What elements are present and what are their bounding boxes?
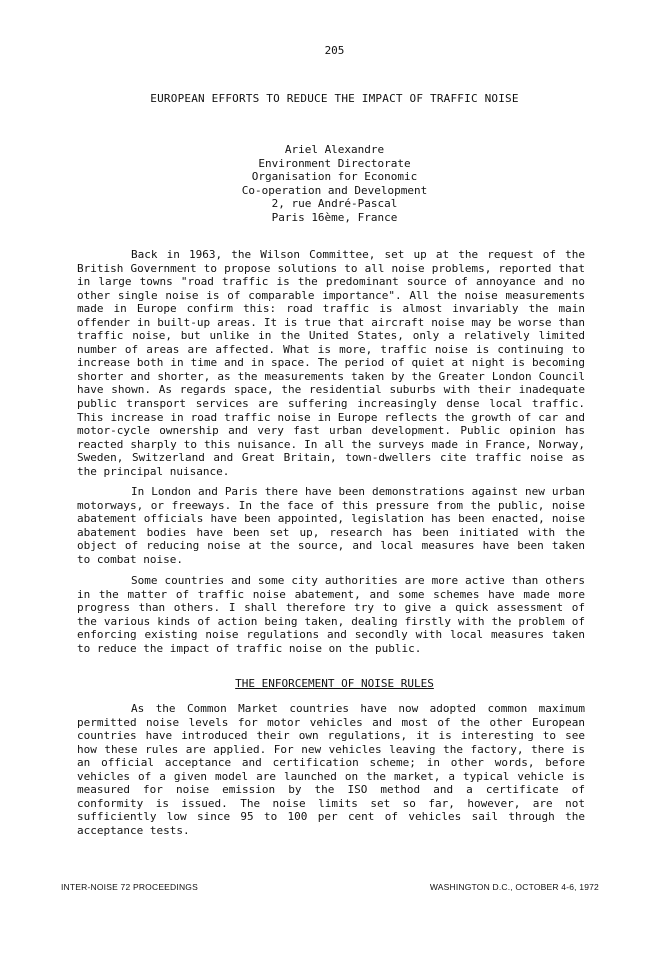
author-address-line1: 2, rue André-Pascal	[271, 197, 398, 211]
body-paragraph: In London and Paris there have been demonstrations against new urban motorways, or freeways. In the face of this pressure from the public, noise abatement officials have been appointed, legislation has been enacted, noise abatement bodies have been set up, research has been initiated with the object of reducing noise at the source, and local measures have been taken to combat noise.	[77, 485, 585, 566]
footer-proceedings: INTER-NOISE 72 PROCEEDINGS	[61, 882, 198, 892]
body-paragraph: As the Common Market countries have now adopted common maximum permitted noise levels for motor vehicles and most of the other European countries have introduced their own regulations, it is interesting to see how these rules are applied. For new vehicles leaving the factory, there is an official acceptance and certification scheme; in other words, before vehicles of a given model are launched on the market, a typical vehicle is measured for noise emission by the ISO method and a certificate of conformity is issued. The noise limits set so far, however, are not sufficiently low since 95 to 100 per cent of vehicles sail through the acceptance tests.	[77, 702, 585, 837]
footer-location-date: WASHINGTON D.C., OCTOBER 4-6, 1972	[429, 882, 599, 892]
section-heading: THE ENFORCEMENT OF NOISE RULES	[235, 677, 434, 690]
body-paragraph: Some countries and some city authorities are more active than others in the matter of traffic noise abatement, and some schemes have made more progress than others. I shall therefore try to give a quick assessment of the various kinds of action being taken, dealing firstly with the problem of enforcing existing noise regulations and secondly with local measures taken to reduce the impact of traffic noise on the public.	[77, 574, 585, 655]
page-number: 205	[324, 44, 345, 57]
author-name: Ariel Alexandre	[284, 143, 385, 156]
author-organisation-line1: Organisation for Economic	[251, 170, 418, 184]
body-paragraph: Back in 1963, the Wilson Committee, set up at the request of the British Government to propose solutions to all noise problems, reported that in large towns "road traffic is the predominant source of annoyance and no other single noise is of comparable importance". All the noise measurements made in Europe confirm this: road traffic is almost invariably the main offender in built-up areas. It is true that aircraft noise may be worse than traffic noise, but unlike in the United States, only a relatively limited number of areas are affected. What is more, traffic noise is continuing to increase both in time and in space. The period of quiet at night is becoming shorter and shorter, as the measurements taken by the Greater London Council have shown. As regards space, the residential suburbs with their inadequate public transport services are suffering increasingly dense local traffic. This increase in road traffic noise in Europe reflects the growth of car and motor-cycle ownership and very fast urban development. Public opinion has reacted sharply to this nuisance. In all the surveys made in France, Norway, Sweden, Switzerland and Great Britain, town-dwellers cite traffic noise as the principal nuisance.	[77, 248, 585, 478]
author-block	[0, 143, 669, 225]
author-organisation-line2: Co-operation and Development	[241, 183, 428, 197]
author-address-line2: Paris 16ème, France	[271, 210, 398, 224]
author-department: Environment Directorate	[258, 156, 411, 170]
paper-title: EUROPEAN EFFORTS TO REDUCE THE IMPACT OF TRAFFIC NOISE	[150, 92, 519, 105]
